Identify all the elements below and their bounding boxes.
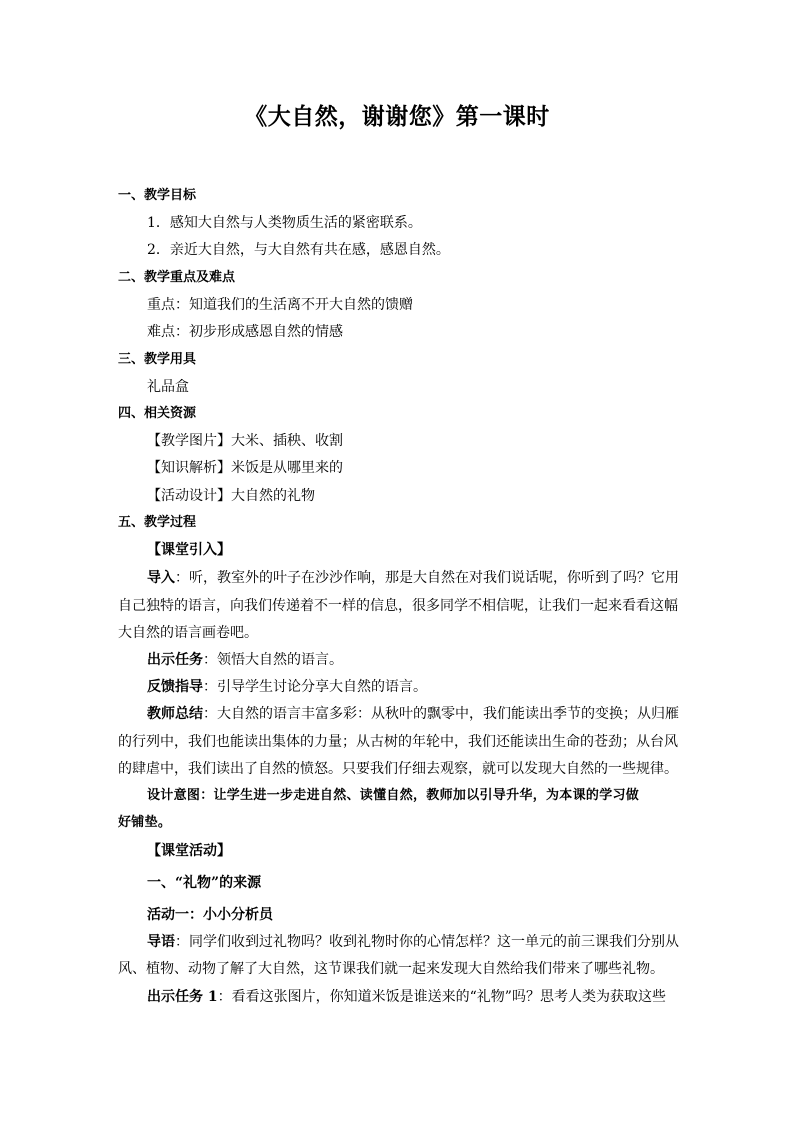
feedback-label: 反馈指导 (147, 679, 203, 695)
task-label: 出示任务 (147, 652, 203, 668)
design-intent-line: 设计意图：让学生进一步走进自然、读懂自然，教师加以引导升华，为本课的学习做 (147, 788, 640, 803)
feedback-line: 反馈指导：引导学生讨论分享大自然的语言。 (147, 679, 427, 695)
intro-label: 导入 (147, 570, 175, 586)
summary-paragraph-line: 的肆虐中，我们读出了自然的愤怒。只要我们仔细去观察，就可以发现大自然的一些规律。 (118, 761, 678, 777)
subsection-heading-intro: 【课堂引入】 (147, 542, 231, 558)
objective-item: 1．感知大自然与人类物质生活的紧密联系。 (147, 215, 422, 231)
part-heading-gift-source: 一、“礼物”的来源 (147, 875, 262, 891)
subsection-heading-activity: 【课堂活动】 (147, 843, 231, 859)
section-heading-key-points: 二、教学重点及难点 (118, 270, 236, 285)
guide-paragraph-line: 导语：同学们收到过礼物吗？收到礼物时你的心情怎样？这一单元的前三课我们分别从 (147, 934, 679, 950)
summary-paragraph-line: 的行列中，我们也能读出集体的力量；从古树的年轮中，我们还能读出生命的苍劲；从台风 (118, 734, 678, 750)
task1-line: 出示任务 1：看看这张图片，你知道米饭是谁送来的“礼物”吗？思考人类为获取这些 (147, 989, 666, 1005)
objective-item: 2．亲近大自然，与大自然有共在感，感恩自然。 (147, 242, 450, 258)
guide-paragraph-line: 风、植物、动物了解了大自然，这节课我们就一起来发现大自然给我们带来了哪些礼物。 (118, 961, 664, 977)
key-point-item: 难点：初步形成感恩自然的情感 (147, 324, 343, 340)
section-heading-process: 五、教学过程 (118, 515, 197, 530)
key-point-item: 重点：知道我们的生活离不开大自然的馈赠 (147, 297, 413, 313)
intro-paragraph-line: 导入：听，教室外的叶子在沙沙作响，那是大自然在对我们说话呢，你听到了吗？它用 (147, 570, 679, 586)
design-intent-line: 好铺垫。 (118, 815, 172, 830)
resource-item: 【知识解析】米饭是从哪里来的 (147, 460, 343, 476)
section-heading-resources: 四、相关资源 (118, 406, 197, 421)
intro-paragraph-line: 自己独特的语言，向我们传递着不一样的信息，很多同学不相信呢，让我们一起来看看这幅 (118, 598, 678, 614)
section-heading-objectives: 一、教学目标 (118, 188, 197, 203)
summary-label: 教师总结 (147, 706, 203, 722)
task1-label: 出示任务 1 (147, 989, 218, 1005)
activity-heading: 活动一：小小分析员 (147, 907, 273, 923)
summary-paragraph-line: 教师总结：大自然的语言丰富多彩：从秋叶的飘零中，我们能读出季节的变换；从归雁 (147, 706, 679, 722)
task-line: 出示任务：领悟大自然的语言。 (147, 652, 343, 668)
guide-label: 导语 (147, 934, 175, 950)
resource-item: 【教学图片】大米、插秧、收割 (147, 433, 343, 449)
document-title: 《大自然，谢谢您》第一课时 (244, 103, 550, 130)
tool-item: 礼品盒 (147, 379, 189, 395)
section-heading-tools: 三、教学用具 (118, 352, 197, 367)
resource-item: 【活动设计】大自然的礼物 (147, 488, 315, 504)
intro-paragraph-line: 大自然的语言画卷吧。 (118, 625, 258, 641)
